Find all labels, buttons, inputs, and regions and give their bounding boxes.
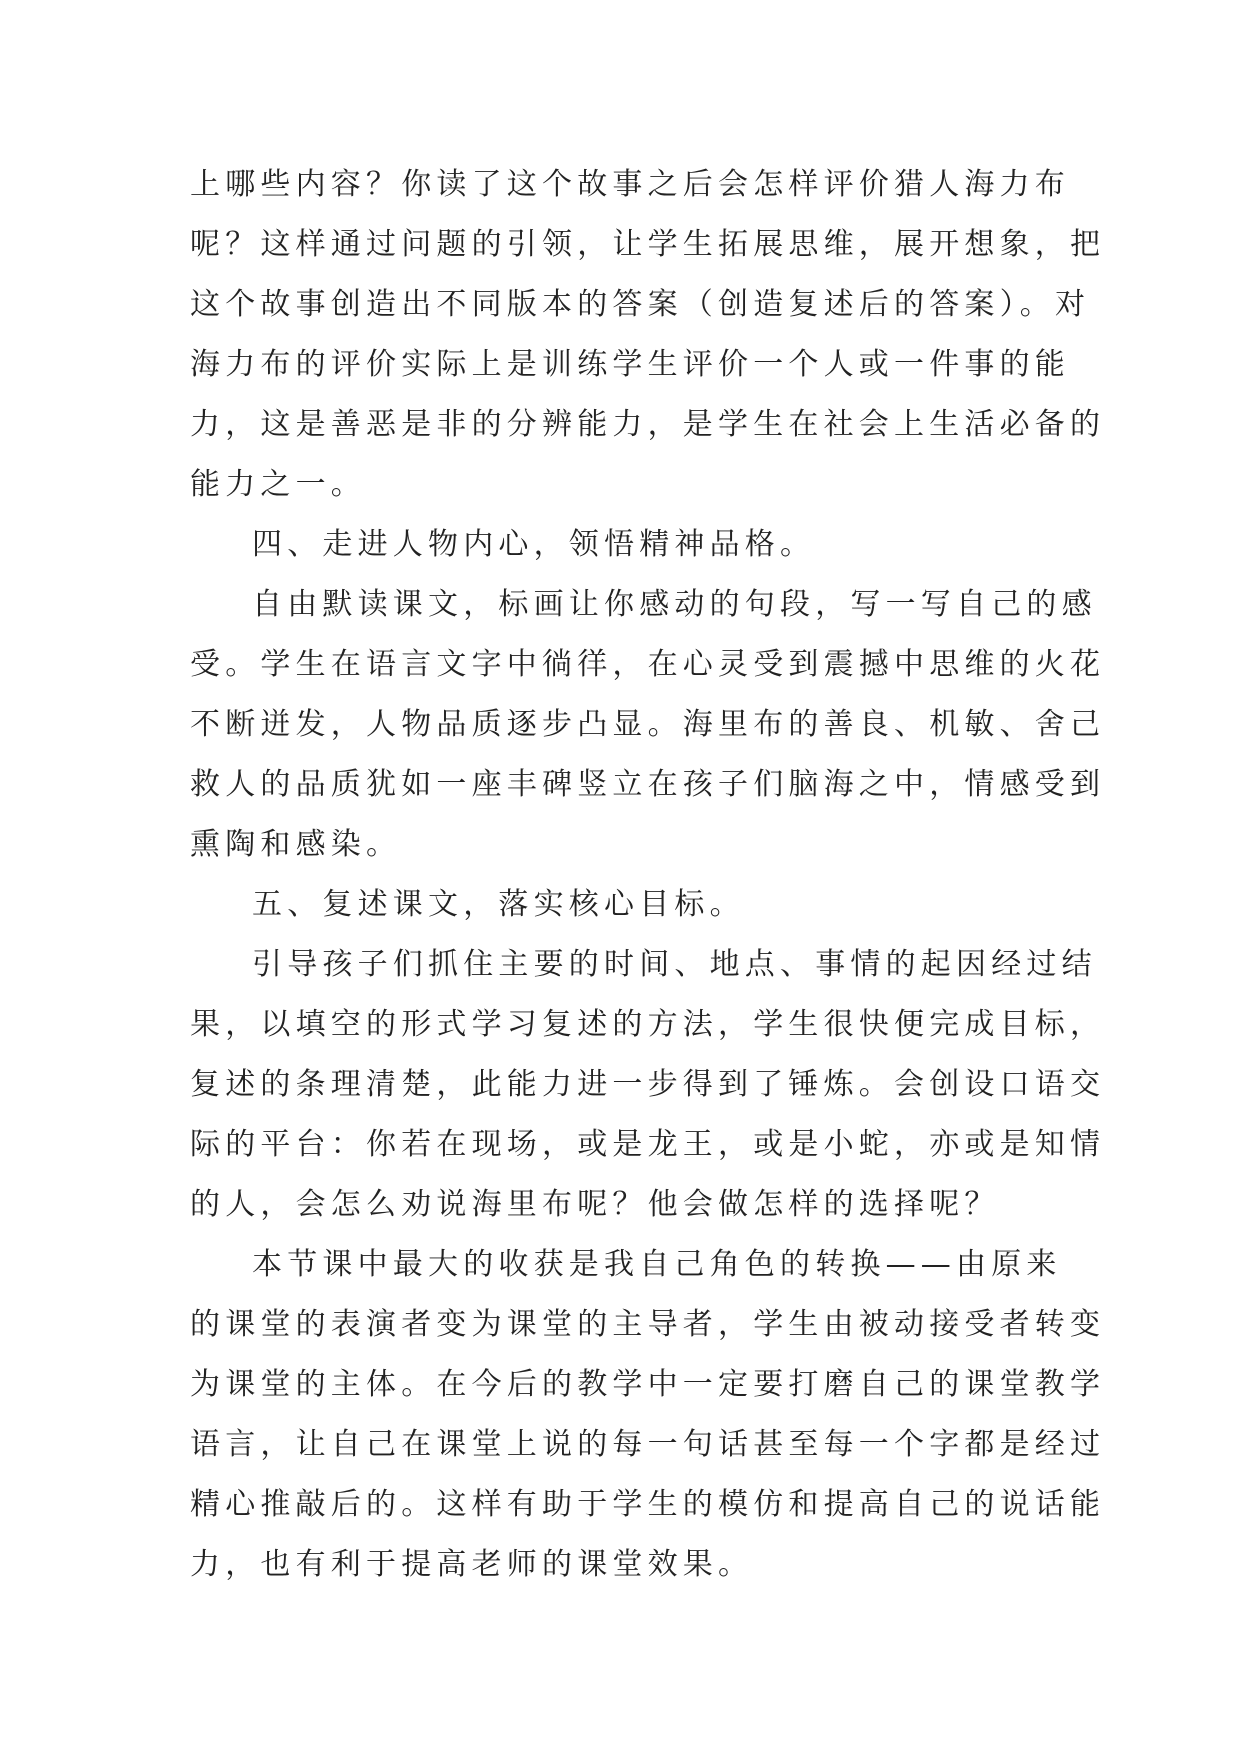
text-line: 海力布的评价实际上是训练学生评价一个人或一件事的能 <box>190 347 1070 382</box>
text-line: 能力之一。 <box>190 467 366 502</box>
text-line: 呢？这样通过问题的引领，让学生拓展思维，展开想象，把 <box>190 227 1106 262</box>
text-line: 语言，让自己在课堂上说的每一句话甚至每一个字都是经过 <box>190 1427 1106 1462</box>
text-line: 救人的品质犹如一座丰碑竖立在孩子们脑海之中，情感受到 <box>190 767 1106 802</box>
section-heading: 五、复述课文，落实核心目标。 <box>252 887 745 922</box>
text-line: 力，这是善恶是非的分辨能力，是学生在社会上生活必备的 <box>190 407 1106 442</box>
text-line: 的课堂的表演者变为课堂的主导者，学生由被动接受者转变 <box>190 1307 1106 1342</box>
text-line: 不断迸发，人物品质逐步凸显。海里布的善良、机敏、舍己 <box>190 707 1106 742</box>
text-line: 受。学生在语言文字中徜徉，在心灵受到震撼中思维的火花 <box>190 647 1106 682</box>
text-line: 这个故事创造出不同版本的答案（创造复述后的答案）。对 <box>190 287 1091 322</box>
text-line: 本节课中最大的收获是我自己角色的转换——由原来 <box>252 1247 1062 1282</box>
text-line: 引导孩子们抓住主要的时间、地点、事情的起因经过结 <box>252 947 1097 982</box>
text-line: 自由默读课文，标画让你感动的句段，写一写自己的感 <box>252 587 1097 622</box>
text-line: 力，也有利于提高老师的课堂效果。 <box>190 1547 754 1582</box>
text-line: 上哪些内容？你读了这个故事之后会怎样评价猎人海力布 <box>190 167 1070 202</box>
text-line: 熏陶和感染。 <box>190 827 402 862</box>
text-line: 果，以填空的形式学习复述的方法，学生很快便完成目标， <box>190 1007 1106 1042</box>
text-line: 的人，会怎么劝说海里布呢？他会做怎样的选择呢？ <box>190 1187 1000 1222</box>
text-line: 为课堂的主体。在今后的教学中一定要打磨自己的课堂教学 <box>190 1367 1106 1402</box>
section-heading: 四、走进人物内心，领悟精神品格。 <box>252 527 816 562</box>
text-line: 复述的条理清楚，此能力进一步得到了锤炼。会创设口语交 <box>190 1067 1106 1102</box>
text-line: 际的平台：你若在现场，或是龙王，或是小蛇，亦或是知情 <box>190 1127 1106 1162</box>
text-line: 精心推敲后的。这样有助于学生的模仿和提高自己的说话能 <box>190 1487 1106 1522</box>
